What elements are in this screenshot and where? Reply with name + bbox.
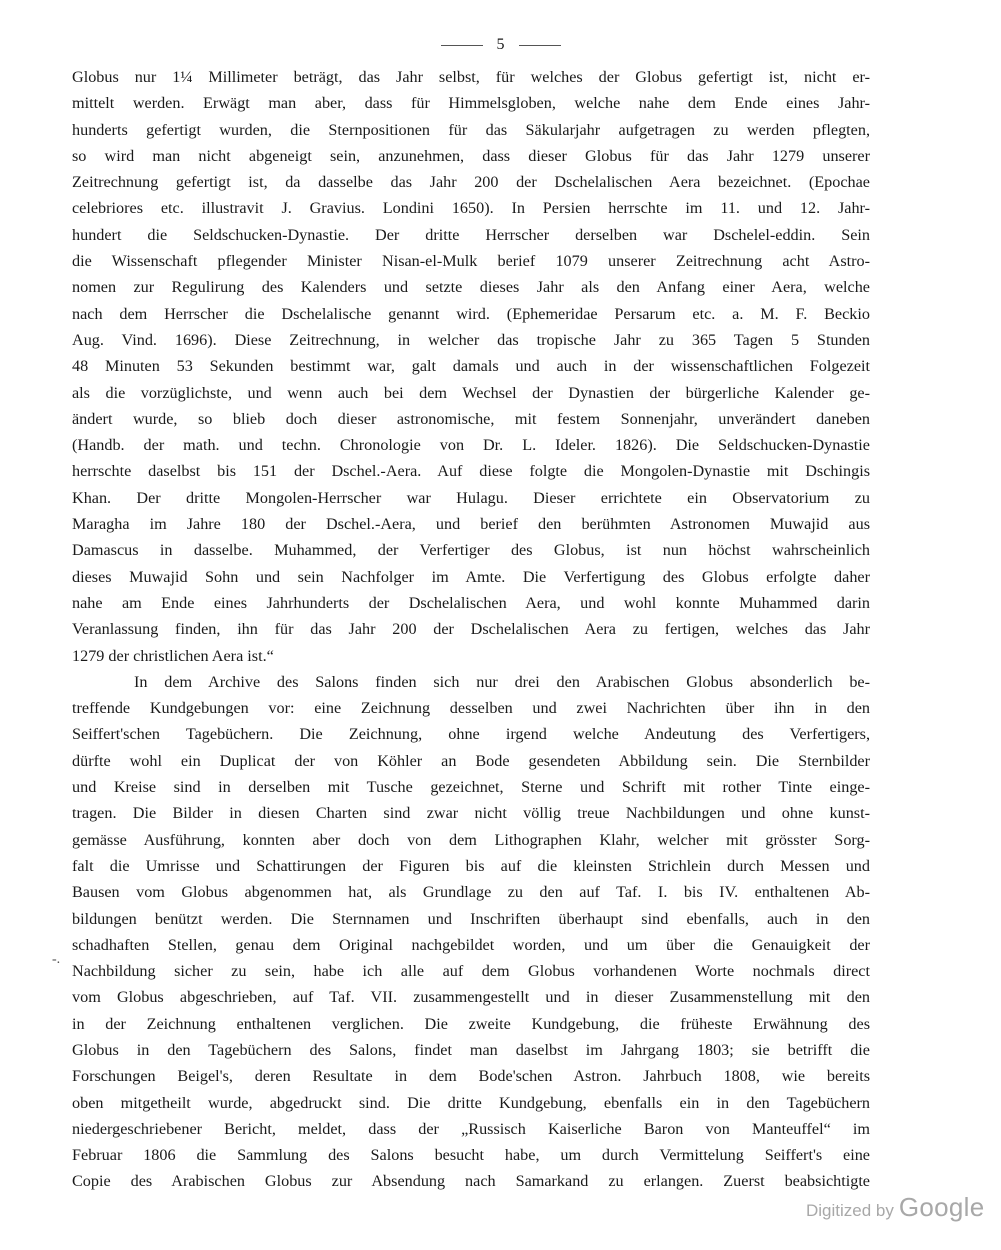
- text-line: falt die Umrisse und Schattirungen der Figuren bis auf die kleinsten Strichlein durch Messen und: [72, 856, 870, 875]
- text-line: Bausen vom Globus abgenommen hat, als Grundlage zu den auf Taf. I. bis IV. enthaltenen Ab-: [72, 883, 870, 902]
- text-line: in der Zeichnung enthaltenen verglichen. Die zweite Kundgebung, die früheste Erwähnung des: [72, 1014, 870, 1033]
- text-line: ändert wurde, so blieb doch dieser astronomische, mit festem Sonnenjahr, unverändert daneben: [72, 409, 870, 428]
- text-line: mittelt werden. Erwägt man aber, dass für Himmelsgloben, welche nahe dem Ende eines Jahr-: [72, 94, 870, 113]
- text-line: nomen zur Regulirung des Kalenders und setzte dieses Jahr als den Anfang einer Aera, welche: [72, 278, 870, 297]
- digitized-watermark: [806, 1192, 985, 1223]
- text-line: nach dem Herrscher die Dschelalische genannt wird. (Ephemeridae Persarum etc. a. M. F. Beckio: [72, 304, 870, 323]
- text-line: celebriores etc. illustravit J. Gravius. Londini 1650). In Persien herrschte im 11. und 12. Jahr-: [72, 199, 870, 218]
- text-line: dieses Muwajid Sohn und sein Nachfolger im Amte. Die Verfertigung des Globus erfolgte daher: [72, 567, 870, 586]
- google-logo: Google: [898, 1192, 985, 1222]
- text-line: Globus nur 1¼ Millimeter beträgt, das Jahr selbst, für welches der Globus gefertigt ist, nicht er-: [72, 68, 870, 86]
- text-line: Forschungen Beigel's, deren Resultate in dem Bode'schen Astron. Jahrbuch 1808, wie bereits: [72, 1067, 870, 1086]
- text-line: (Handb. der math. und techn. Chronologie von Dr. L. Ideler. 1826). Die Seldschucken-Dynastie: [72, 436, 870, 455]
- paragraph: [72, 669, 870, 1195]
- text-line: Khan. Der dritte Mongolen-Herrscher war Hulagu. Dieser errichtete ein Observatorium zu: [72, 488, 870, 507]
- text-line: bildungen benützt werden. Die Sternnamen und Inschriften überhaupt sind ebenfalls, auch in den: [72, 909, 870, 928]
- page-number: 5: [496, 36, 505, 53]
- text-line: herrschte daselbst bis 151 der Dschel.-Aera. Auf diese folgte die Mongolen-Dynastie mit Dschingis: [72, 462, 870, 481]
- text-line: Damascus in dasselbe. Muhammed, der Verfertiger des Globus, ist nun höchst wahrscheinlich: [72, 541, 870, 560]
- text-line: 1279 der christlichen Aera ist.“: [72, 646, 274, 665]
- text-line: In dem Archive des Salons finden sich nur drei den Arabischen Globus absonderlich be-: [134, 672, 870, 691]
- text-line: Zeitrechnung gefertigt ist, da dasselbe das Jahr 200 der Dschelalischen Aera bezeichnet. (Epochae: [72, 173, 870, 192]
- watermark-prefix: Digitized by: [806, 1201, 894, 1220]
- text-line: hunderts gefertigt wurden, die Sternpositionen für das Säkularjahr aufgetragen zu werden pflegten,: [72, 120, 870, 139]
- text-line: als die vorzüglichste, und wenn auch bei dem Wechsel der Dynastien der bürgerliche Kalender ge-: [72, 383, 870, 402]
- text-line: Februar 1806 die Sammlung des Salons besucht habe, um durch Vermittelung Seiffert's eine: [72, 1146, 870, 1165]
- body-text: [72, 64, 870, 1195]
- page-header: [0, 36, 1001, 54]
- text-line: 48 Minuten 53 Sekunden bestimmt war, galt damals und auch in der wissenschaftlichen Folgezeit: [72, 357, 870, 376]
- text-line: die Wissenschaft pflegender Minister Nisan-el-Mulk berief 1079 unserer Zeitrechnung acht Astro-: [72, 252, 870, 271]
- text-line: dürfte wohl ein Duplicat der von Köhler an Bode gesendeten Abbildung sein. Die Sternbilder: [72, 751, 870, 770]
- text-line: Maragha im Jahre 180 der Dschel.-Aera, und berief den berühmten Astronomen Muwajid aus: [72, 515, 870, 534]
- header-rule-right: [519, 45, 561, 46]
- text-line: oben mitgetheilt wurde, abgedruckt sind. Die dritte Kundgebung, ebenfalls ein in den Tagebüchern: [72, 1093, 870, 1112]
- margin-mark: -.: [52, 952, 61, 967]
- text-line: Copie des Arabischen Globus zur Absendung nach Samarkand zu erlangen. Zuerst beabsichtigte: [72, 1172, 870, 1191]
- text-line: gemässe Ausführung, konnten aber doch von dem Lithographen Klahr, welcher mit grösster Sorg-: [72, 830, 870, 849]
- text-line: Nachbildung sicher zu sein, habe ich alle auf dem Globus vorhandenen Worte nochmals direct: [72, 962, 870, 981]
- text-line: und Kreise sind in derselben mit Tusche gezeichnet, Sterne und Schrift mit rother Tinte einge-: [72, 778, 870, 797]
- text-line: so wird man nicht abgeneigt sein, anzunehmen, dass dieser Globus für das Jahr 1279 unserer: [72, 146, 870, 165]
- text-line: hundert die Seldschucken-Dynastie. Der dritte Herrscher derselben war Dschelel-eddin. Sein: [72, 225, 870, 244]
- text-line: treffende Kundgebungen vor: eine Zeichnung desselben und zwei Nachrichten über ihn in den: [72, 699, 870, 718]
- text-line: Globus in den Tagebüchern des Salons, findet man daselbst im Jahrgang 1803; sie betrifft die: [72, 1040, 870, 1059]
- header-rule-left: [441, 45, 483, 46]
- text-line: schadhaften Stellen, genau dem Original nachgebildet worden, und um über die Genauigkeit der: [72, 935, 870, 954]
- paragraph: [72, 64, 870, 669]
- text-line: vom Globus abgeschrieben, auf Taf. VII. zusammengestellt und in dieser Zusammenstellung mit den: [72, 988, 870, 1007]
- text-line: Seiffert'schen Tagebüchern. Die Zeichnung, ohne irgend welche Andeutung des Verfertigers,: [72, 725, 870, 744]
- text-line: niedergeschriebener Bericht, meldet, dass der „Russisch Kaiserliche Baron von Manteuffel“ im: [72, 1119, 870, 1138]
- text-line: tragen. Die Bilder in diesen Charten sind zwar nicht völlig treue Nachbildungen und ohne kunst-: [72, 804, 870, 823]
- text-line: Veranlassung finden, ihn für das Jahr 200 der Dschelalischen Aera zu fertigen, welches das Jahr: [72, 620, 870, 639]
- text-line: nahe am Ende eines Jahrhunderts der Dschelalischen Aera, und wohl konnte Muhammed darin: [72, 593, 870, 612]
- text-line: Aug. Vind. 1696). Diese Zeitrechnung, in welcher das tropische Jahr zu 365 Tagen 5 Stunden: [72, 330, 870, 349]
